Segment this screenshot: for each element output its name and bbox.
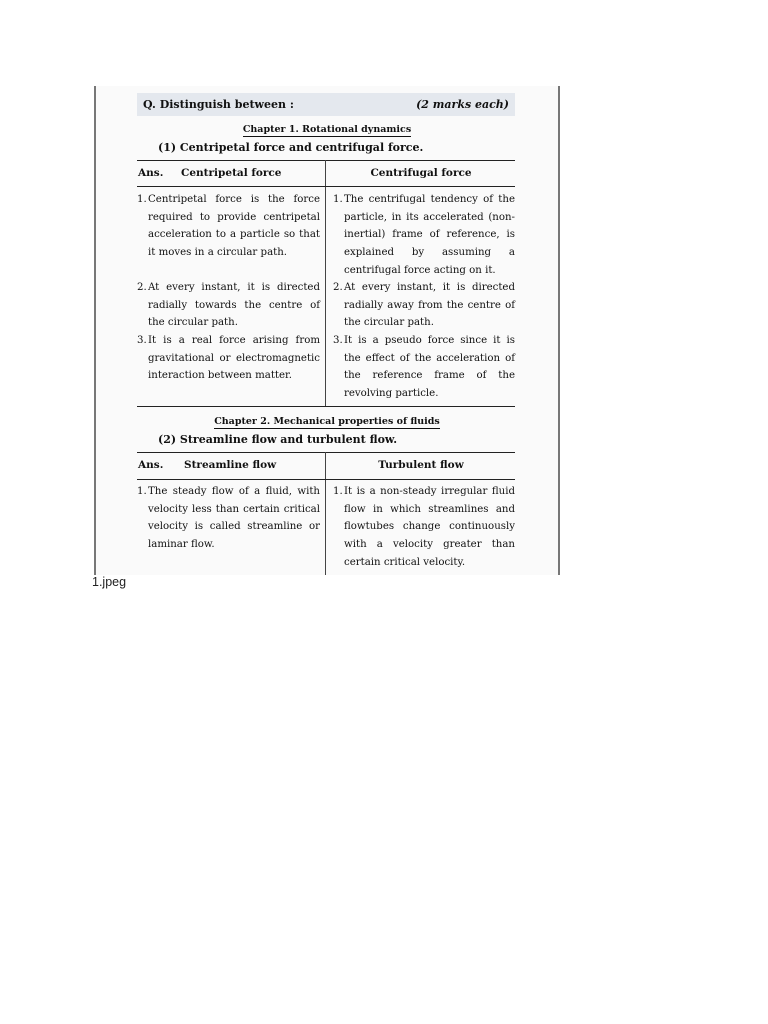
table1-row2-right: 2. At every instant, it is directed radially away from the centre of the circular path.	[333, 282, 515, 329]
table2-right-header: Turbulent flow	[378, 459, 464, 471]
table1-top-rule	[137, 160, 515, 161]
document-scan	[94, 86, 560, 575]
table1-bottom-rule	[137, 406, 515, 407]
question-label: Q. Distinguish between :	[143, 98, 294, 111]
table2-header-rule	[137, 479, 515, 480]
table2-top-rule	[137, 452, 515, 453]
table1-row1-left: 1. Centripetal force is the force required to provide centripetal acceleration to a particle so that it moves in a circular path.	[137, 194, 320, 259]
table2-left-header: Streamline flow	[184, 459, 277, 471]
scan-right-border	[558, 86, 560, 575]
table2-row1-left: 1. The steady flow of a fluid, with velocity less than certain critical velocity is called streamline or laminar flow.	[137, 486, 320, 551]
table2-ans-label: Ans.	[138, 459, 164, 471]
section1-subtitle: (1) Centripetal force and centrifugal force.	[158, 141, 424, 154]
table2-row1-right: 1. It is a non-steady irregular fluid flow in which streamlines and flowtubes change continuously with a velocity greater than certain critical velocity.	[333, 486, 515, 568]
chapter2-heading: Chapter 2. Mechanical properties of fluids	[214, 416, 440, 427]
question-marks: (2 marks each)	[416, 98, 509, 111]
table1-row3-right: 3. It is a pseudo force since it is the effect of the acceleration of the reference frame of the revolving particle.	[333, 335, 515, 400]
table1-right-header: Centrifugal force	[370, 167, 472, 179]
image-filename-caption: 1.jpeg	[92, 575, 127, 589]
chapter1-heading: Chapter 1. Rotational dynamics	[242, 124, 412, 135]
table1-row2-left: 2. At every instant, it is directed radially towards the centre of the circular path.	[137, 282, 320, 329]
question-bar	[137, 93, 515, 116]
table1-header-rule	[137, 186, 515, 187]
table1-left-header: Centripetal force	[181, 167, 282, 179]
table1-ans-label: Ans.	[138, 167, 164, 179]
table1-row1-right: 1. The centrifugal tendency of the particle, in its accelerated (non-inertial) frame of reference, is explained by assuming a centrifugal force acting on it.	[333, 194, 515, 276]
table1-row3-left: 3. It is a real force arising from gravitational or electromagnetic interaction between matter.	[137, 335, 320, 382]
section2-subtitle: (2) Streamline flow and turbulent flow.	[158, 433, 398, 446]
table1-column-divider	[325, 160, 326, 407]
scan-left-border	[94, 86, 96, 575]
